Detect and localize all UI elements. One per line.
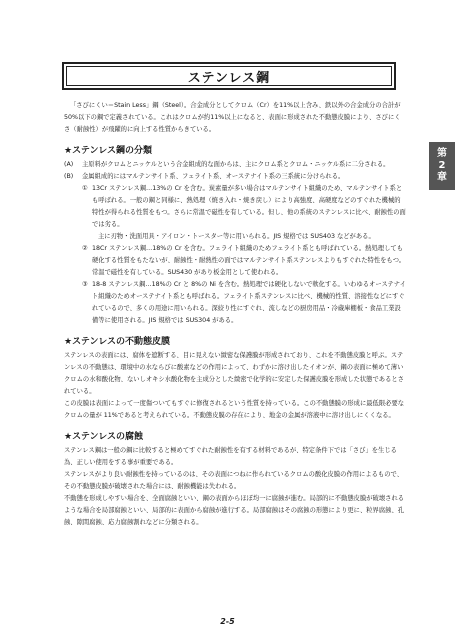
main-content	[64, 100, 406, 529]
section-heading-passive-film: ★ステンレスの不動態皮膜	[64, 337, 170, 347]
sub-item-18cr	[82, 243, 406, 279]
list-item-b-mark: (B)	[64, 173, 74, 180]
section-heading-corrosion: ★ステンレスの腐蝕	[64, 432, 143, 442]
list-item-a-mark: (A)	[64, 161, 74, 168]
section-heading-classification: ★ステンレス鋼の分類	[64, 146, 152, 156]
corrosion-paragraph-3: 不動態を形成しやすい場合を、全面腐蝕といい、鋼の表面からほぼ均一に腐蝕が進む。局部的に不動態皮膜が破壊されるような場合を局部腐蝕といい、局部的に表面から腐蝕が進行する。局部腐蝕はその腐蝕の形態により更に、粒界腐蝕、孔蝕、隙間腐蝕、応力腐蝕割れなどに分類される。	[64, 495, 405, 526]
list-item-b	[64, 171, 406, 183]
chapter-tab-line2: 2	[438, 160, 446, 171]
chapter-tab-line3: 章	[437, 172, 447, 183]
list-item-a	[64, 159, 406, 171]
passive-film-paragraph-1: ステンレスの表面には、腐体を遮断する、目に見えない緻密な保護膜が形成されており、これを不動態皮膜と呼ぶ。ステンレスの不動態は、環境中の水ならびに酸素などの作用によって、わずかに溶け出したイオンが、鋼の表面に極めて薄いクロムの水和酸化物、ないしオキシ水酸化物を主成分とした緻密で化学的に安定した保護皮膜を形成した状態であるとされている。	[64, 352, 404, 395]
chapter-tab	[429, 142, 455, 190]
sub-item-18-8	[82, 279, 406, 327]
chapter-tab-line1: 第	[437, 148, 447, 159]
page-number: 2-5	[220, 617, 235, 626]
sub-item-13cr-text: 13Cr ステンレス鋼…13%の Cr を含む。炭素量が多い場合はマルテンサイト組織のため、マルテンサイト系とも呼ばれる。一般の鋼と同様に、熱処理（焼き入れ・焼き戻し）により高強度、高硬度などのすぐれた機械的特性が得られる性質をもつ。さらに常温で磁性を有している。但し、他の系統のステンレスに比べ、耐蝕性の面では劣る。	[92, 185, 406, 228]
page-title-box	[62, 62, 396, 90]
intro-paragraph: 「さびにくい＝Stain Less」鋼（Steel）。合金成分としてクロム（Cr）を11%以上含み、鉄以外の合金成分の合計が50%以下の鋼で定義されている。これはクロムが約11%以上になると、表面に形成された不動態皮膜により、さびにくさ（耐蝕性）が飛躍的に向上する性質からきている。	[64, 102, 401, 133]
list-item-b-text: 金属組成的にはマルテンサイト系、フェライト系、オーステナイト系の三系統に分けられる。	[82, 173, 345, 180]
list-item-a-text: 主原料がクロムとニッケルという合金組成的な面からは、主にクロム系とクロム・ニッケル系に二分される。	[82, 161, 390, 168]
corrosion-paragraph-2: ステンレスがより良い耐蝕性を持っているのは、その表面につねに作られているクロムの酸化皮膜の作用によるもので、その不動態皮膜が破壊された場合には、耐蝕機能は失われる。	[64, 471, 403, 490]
passive-film-paragraph-2: この皮膜は表面によって一度傷ついてもすぐに修復されるという性質を持っている。この不動態膜の形成に最低限必要なクロムの量が 11%であると考えられている。不動態皮膜の存在により、地金の金属が溶液中に溶け出しにくくなる。	[64, 400, 405, 419]
sub-item-13cr-extra: 主に刃物・洗面用具・アイロン・トースター等に用いられる。JIS 規格では SUS403 などがある。	[98, 233, 375, 240]
sub-item-18-8-mark: ③	[82, 281, 88, 288]
sub-item-18cr-text: 18Cr ステンレス鋼…18%の Cr を含む。フェライト組織のためフェライト系とも呼ばれている。熱処理しても硬化する性質をもたないが、耐蝕性・耐熱性の面ではマルテンサイト系ステンレスよりもすぐれた特性をもつ。常温で磁性を有している。SUS430 があり板金用として使われる。	[92, 245, 406, 276]
sub-item-13cr-mark: ①	[82, 185, 88, 192]
sub-item-13cr	[82, 183, 406, 243]
corrosion-paragraph-1: ステンレス鋼は一般の鋼に比較すると極めてすぐれた耐蝕性を有する材料であるが、特定条件下では「さび」を生じる為、正しい使用をする事が重要である。	[64, 447, 397, 466]
sub-item-18cr-mark: ②	[82, 245, 88, 252]
page-title: ステンレス鋼	[187, 70, 271, 86]
sub-item-18-8-text: 18-8 ステンレス鋼…18%の Cr と 8%の Ni を含む。熱処理では硬化しないで軟化する。いわゆるオーステナイト組織のためオーステナイト系とも呼ばれる。フェライト系ステンレスに比べ、機械的性質、溶接性などにすぐれているので、多くの用途に用いられる。深絞り性にすぐれ、流しなどの厨房用品・冷蔵庫棚板・食品工業設備等に使用される。JIS 規格では SUS304 がある。	[92, 281, 406, 324]
